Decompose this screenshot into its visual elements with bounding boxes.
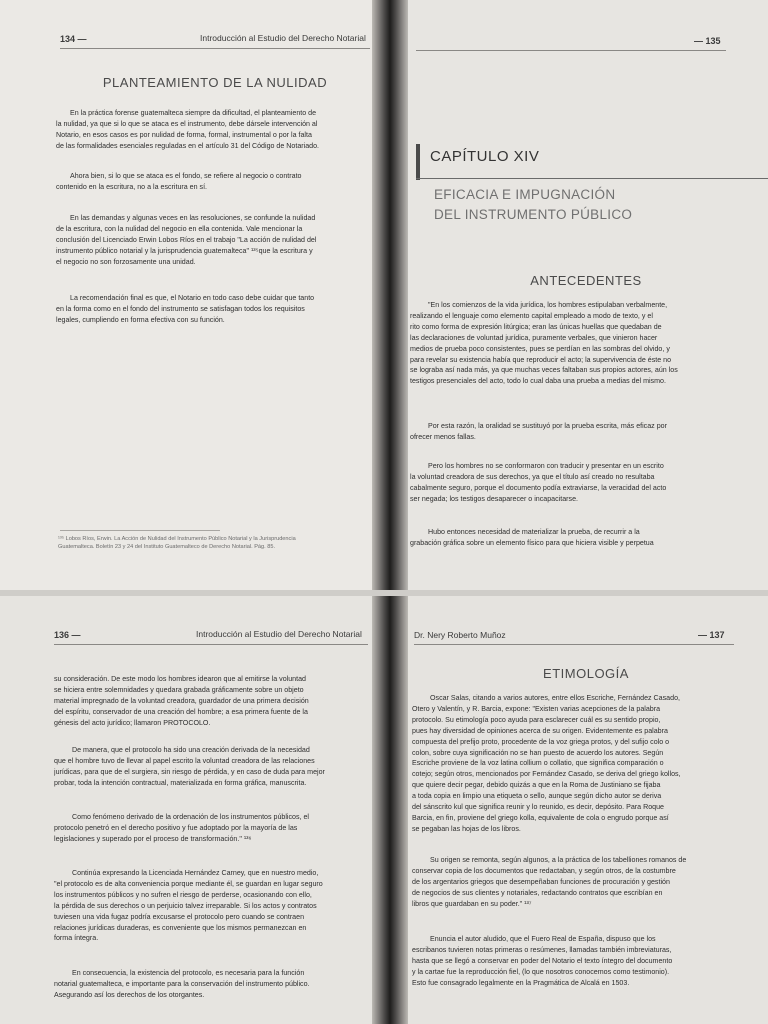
text-line: ofrecer menos fallas. [410, 432, 476, 441]
text-line: Por esta razón, la oralidad se sustituyó por la prueba escrita, más eficaz por [428, 422, 667, 430]
text-line: para revelar su existencia había que reproducir el acto; la supervivencia de éste no [410, 355, 672, 364]
text-line: instrumento público notarial y la jurisprudencia guatemalteca" ¹³⁵que la escritura y [56, 246, 313, 255]
paragraph [54, 968, 368, 1001]
paragraph [412, 855, 756, 910]
text-line: Enuncia el autor aludido, que el Fuero Real de España, dispuso que los [430, 935, 656, 943]
text-line: y la cartae fue la reproducción fiel, (lo que nosotros conocemos como testimonio). [412, 967, 670, 976]
page-137 [402, 596, 768, 1024]
text-line: cabalmente seguro, porque el documento podía extraviarse, la veracidad del acto [410, 483, 667, 492]
text-line: contenido en la escritura, no a la escritura en sí. [56, 182, 208, 191]
text-line: conservar copia de los documentos que redactaban, y según otros, de la costumbre [412, 866, 676, 875]
text-line: Notario, en esos casos es por nulidad de forma, formal, instrumental o por la falta [56, 130, 312, 139]
paragraph [54, 812, 368, 845]
text-line: de las formalidades esenciales reguladas en el artículo 31 del Código de Notariado. [56, 141, 320, 150]
text-line: compuesta del prefijo proto, procedente de la voz griega protos, y del sufijo colo o [412, 737, 670, 746]
text-line: legales, cumpliendo en forma efectiva con su función. [56, 315, 225, 324]
paragraph [410, 461, 754, 505]
text-line: que quiere decir pegar, debido quizás a que en la Roma de Justiniano se fijaba [412, 781, 661, 790]
text-line: las declaraciones de voluntad jurídica, puramente verbales, que vinieron hacer [410, 333, 658, 342]
paragraph [56, 171, 368, 193]
text-line: Esto fue consagrado legalmente en la Pragmática de Alcalá en 1503. [412, 978, 630, 987]
paragraph [54, 745, 368, 789]
text-line: En la práctica forense guatemalteca siempre da dificultad, el planteamiento de [70, 109, 317, 117]
text-line: la pérdida de sus derechos o un perjuicio talvez irreparable. Si los actos y contratos [54, 901, 317, 910]
text-line: ser negada; los testigos desaparecer o incapacitarse. [410, 494, 578, 503]
header-rule [60, 48, 370, 49]
text-line: jurídicas, para que de el surgiera, sin riesgo de pérdida, y en caso de duda para mejor [54, 767, 325, 776]
text-line: los instrumentos públicos y no sufren el riesgo de perderse, ocasionando con ello, [54, 890, 312, 899]
text-line: forma íntegra. [54, 934, 99, 943]
text-line: legislaciones y superado por el proceso de transformación." ¹³⁶ [54, 834, 252, 843]
text-line: Como fenómeno derivado de la ordenación de los instrumentos públicos, el [72, 813, 309, 821]
book-gutter [372, 0, 408, 590]
text-line: En consecuencia, la existencia del protocolo, es necesaria para la función [72, 969, 305, 977]
text-line: de negocios de sus clientes y notariales, redactando contratos que escribían en [412, 888, 663, 897]
text-line: realizando el lenguaje como elemento capital empleado a modo de texto, y el [410, 311, 653, 320]
text-line: el negocio no son forzosamente una unidad. [56, 257, 196, 266]
page-number: — 135 [694, 36, 721, 46]
page-134 [0, 0, 378, 590]
paragraph [412, 693, 756, 835]
header-rule [54, 644, 368, 645]
text-line: Otero y Valentín, y R. Barcia, expone: "Existen varias acepciones de la palabra [412, 704, 661, 713]
text-line: se pegaban las hojas de los libros. [412, 824, 521, 833]
chapter-bar [416, 144, 420, 180]
paragraph [410, 300, 754, 387]
chapter-subtitle: EFICACIA E IMPUGNACIÓN [434, 187, 616, 202]
text-line: protocolo. Su etimología poco ayuda para esclarecer cuál es su sentido propio, [412, 715, 661, 724]
header-rule [414, 644, 734, 645]
text-line: La recomendación final es que, el Notario en todo caso debe cuidar que tanto [70, 294, 315, 302]
footnote-line: Guatemalteca. Boletín 23 y 24 del Instituto Guatemalteco de Derecho Notarial. Pág. 85. [58, 544, 276, 550]
footnote-line: ¹³⁵ Lobos Ríos, Erwin. La Acción de Nulidad del Instrumento Público Notarial y la Jurisprudencia [58, 536, 296, 542]
text-line: protocolo penetró en el derecho positivo y fue adoptado por la mayoría de las [54, 823, 298, 832]
text-line: "el protocolo es de alta conveniencia porque mediante él, se guardan en lugar seguro [54, 879, 323, 888]
text-line: tuviesen una vida fugaz podría excusarse el protocolo pero cuando se contraen [54, 912, 305, 921]
header-rule [416, 50, 726, 51]
page-number: — 137 [698, 630, 725, 640]
text-line: la nulidad, ya que si lo que se ataca es el instrumento, debe dársele intervención al [56, 119, 318, 128]
text-line: relaciones jurídicas duraderas, es conveniente que los mismos permanezcan en [54, 923, 307, 932]
book-gutter [372, 596, 408, 1024]
paragraph [410, 421, 754, 443]
text-line: material impregnado de la voluntad creadora, guardador de una primera decisión [54, 696, 309, 705]
paragraph [56, 293, 368, 326]
text-line: Barcia, en fin, proviene del griego kolla, equivalente de cola o engrudo porque así [412, 813, 669, 822]
page-number: 136 — [54, 630, 81, 640]
footnote-rule [60, 530, 220, 531]
text-line: grabación gráfica sobre un elemento físico para que hiciera visible y perpetua [410, 538, 654, 547]
section-heading: PLANTEAMIENTO DE LA NULIDAD [102, 75, 328, 90]
paragraph [54, 868, 368, 944]
text-line: testigos presenciales del acto, todo lo cual daba una prueba a medias del mismo. [410, 377, 666, 386]
chapter-rule [416, 178, 768, 179]
text-line: probar, toda la intención contractual, materializada en forma gráfica, manuscrita. [54, 778, 307, 787]
text-line: su consideración. De este modo los hombres idearon que al emitirse la voluntad [54, 675, 306, 683]
text-line: De manera, que el protocolo ha sido una creación derivada de la necesidad [72, 746, 310, 754]
text-line: génesis del acto jurídico; llamaron PROTOCOLO. [54, 718, 211, 727]
section-heading: ETIMOLOGÍA [543, 666, 629, 681]
text-line: Continúa expresando la Licenciada Hernández Carney, que en nuestro medio, [72, 869, 319, 877]
text-line: Ahora bien, si lo que se ataca es el fondo, se refiere al negocio o contrato [70, 172, 302, 180]
running-head: Introducción al Estudio del Derecho Notarial [200, 33, 366, 43]
chapter-subtitle: DEL INSTRUMENTO PÚBLICO [434, 207, 633, 222]
text-line: libros que guardaban en su poder." ¹³⁷ [412, 899, 532, 908]
text-line: Escriche proviene de la voz latina collium o collatio, que significa comparación o [412, 759, 664, 768]
text-line: se hiciera entre solemnidades y quedara grabada gráficamente sobre un objeto [54, 685, 304, 694]
text-line: En las demandas y algunas veces en las resoluciones, se confunde la nulidad [70, 214, 316, 222]
text-line: notarial guatemalteca, e importante para la conservación del instrumento público. [54, 979, 310, 988]
text-line: Asegurando así los derechos de los otorgantes. [54, 990, 205, 999]
text-line: de los argentarios griegos que desempeñaban funciones de procuración y gestión [412, 877, 670, 886]
text-line: Pero los hombres no se conformaron con traducir y presentar en un escrito [428, 462, 664, 470]
text-line: que el hombre tuvo de llevar al papel escrito la voluntad creadora de las relaciones [54, 756, 315, 765]
text-line: medios de prueba poco consistentes, pues se perdían en las sombras del olvido, y [410, 344, 670, 353]
running-head: Introducción al Estudio del Derecho Notarial [196, 629, 362, 639]
text-line: escribanos tuvieren notas primeras o resúmenes, llamadas también imbreviaturas, [412, 945, 672, 954]
text-line: hasta que se llegó a conservar en poder del Notario el texto íntegro del documento [412, 956, 673, 965]
page-136 [0, 596, 378, 1024]
text-line: Oscar Salas, citando a varios autores, entre ellos Escriche, Fernández Casado, [430, 694, 680, 702]
paragraph [54, 674, 368, 729]
paragraph [56, 213, 368, 268]
text-line: Su origen se remonta, según algunos, a la práctica de los tabelliones romanos de [430, 856, 687, 864]
text-line: conclusión del Licenciado Erwin Lobos Ríos en el trabajo "La acción de nulidad del [56, 235, 317, 244]
text-line: del espíritu, conservador de una creación del hombre; a esa primera fuente de la [54, 707, 308, 716]
text-line: la voluntad creadora de sus derechos, ya que el título así creado no resultaba [410, 472, 655, 481]
page-number: 134 — [60, 34, 87, 44]
text-line: de la escritura, con la nulidad del negocio en ella contenida. Vale mencionar la [56, 224, 303, 233]
text-line: rito como forma de expresión litúrgica; eran las únicas huellas que quedaban de [410, 322, 662, 331]
footnote [58, 535, 374, 551]
text-line: cotejo; según otros, mencionados por Fernández Casado, se deriva del griego kollos, [412, 770, 681, 779]
text-line: Hubo entonces necesidad de materializar la prueba, de recurrir a la [428, 528, 640, 536]
text-line: "En los comienzos de la vida jurídica, los hombres estipulaban verbalmente, [428, 301, 668, 309]
author-running-head: Dr. Nery Roberto Muñoz [414, 630, 506, 640]
text-line: a toda copia en limpio una etiqueta o sello, aunque según dicho autor se deriva [412, 792, 662, 801]
paragraph [410, 527, 754, 549]
text-line: pues hay diversidad de opiniones acerca de su origen. Evidentemente es palabra [412, 726, 668, 735]
text-line: del sánscrito kul que significa reunir y lo reunido, es decir, depósito. Para Roque [412, 803, 664, 812]
page-135 [402, 0, 768, 590]
section-heading: ANTECEDENTES [530, 273, 642, 288]
text-line: en la forma como en el fondo del instrumento se satisfagan todos los requisitos [56, 304, 305, 313]
paragraph [412, 934, 756, 989]
chapter-title: CAPÍTULO XIV [430, 148, 540, 165]
text-line: colon, sobre cuya significación no se han puesto de acuerdo los autores. Según [412, 748, 664, 757]
text-line: se lograba así nada más, ya que muchas veces faltaban sus propios actores, aún los [410, 366, 678, 375]
paragraph [56, 108, 368, 152]
